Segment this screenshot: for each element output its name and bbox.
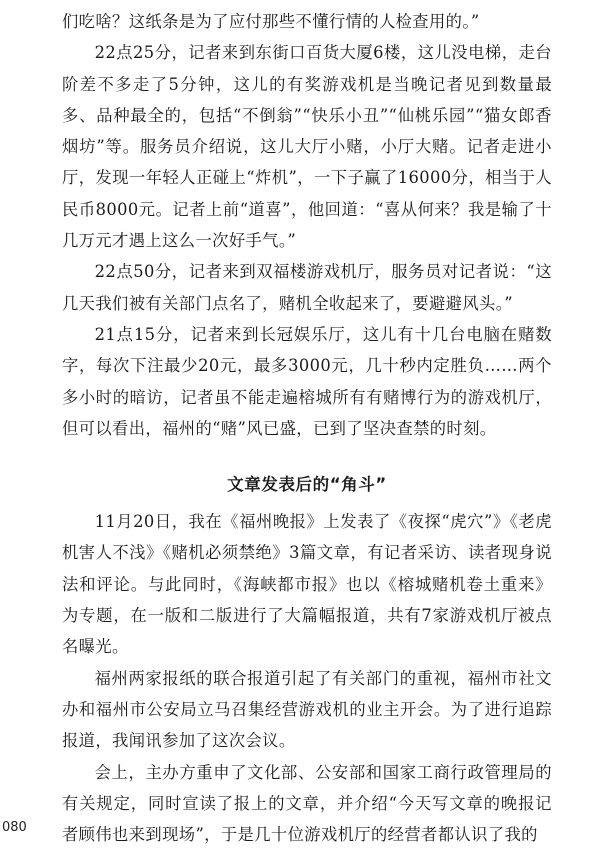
paragraph-continued: 们吃啥？这纸条是为了应付那些不懂行情的人检查用的。” <box>62 12 480 31</box>
page-number: 080 <box>2 820 27 835</box>
section-heading: 文章发表后的“角斗” <box>227 475 387 495</box>
paragraph-2115: 21点15分，记者来到长冠娱乐厅，这儿有十几台电脑在赌数字，每次下注最少20元，最多3000元，几十秒内定胜负……两个多小时的暗访，记者虽不能走遍榕城所有有赌博行为的游戏机厅，但可以看出，福州的“赌”风已盛，已到了坚决查禁的时刻。 <box>62 324 552 438</box>
paragraph-2250: 22点50分，记者来到双福楼游戏机厅，服务员对记者说：“这几天我们被有关部门点名了，赌机全收起来了，要避避风头。” <box>62 262 552 313</box>
paragraph-1120: 11月20日，我在《福州晚报》上发表了《夜探“虎穴”》《老虎机害人不浅》《赌机必须禁绝》3篇文章，有记者采访、读者现身说法和评论。与此同时，《海峡都市报》也以《榕城赌机卷土重来》为专题，在一版和二版进行了大篇幅报道，共有7家游戏机厅被点名曝光。 <box>62 512 552 657</box>
paragraph-joint-report: 福州两家报纸的联合报道引起了有关部门的重视，福州市社文办和福州市公安局立马召集经营游戏机的业主开会。为了进行追踪报道，我闻讯参加了这次会议。 <box>62 668 552 751</box>
document-page <box>62 6 552 850</box>
paragraph-2225: 22点25分，记者来到东街口百货大厦6楼，这儿没电梯，走台阶差不多走了5分钟，这儿的有奖游戏机是当晚记者见到数量最多、品种最全的，包括“不倒翁”“快乐小丑”“仙桃乐园”“猫女郎香烟坊”等。服务员介绍说，这儿大厅小赌，小厅大赌。记者走进小厅，发现一年轻人正碰上“炸机”，一下子赢了16000分，相当于人民币8000元。记者上前“道喜”，他回道：“喜从何来？我是输了十几万元才遇上这么一次好手气。” <box>62 43 552 251</box>
paragraph-meeting: 会上，主办方重申了文化部、公安部和国家工商行政管理局的有关规定，同时宣读了报上的文章，并介绍“今天写文章的晚报记者顾伟也来到现场”，于是几十位游戏机厅的经营者都认识了我的 <box>62 762 552 845</box>
